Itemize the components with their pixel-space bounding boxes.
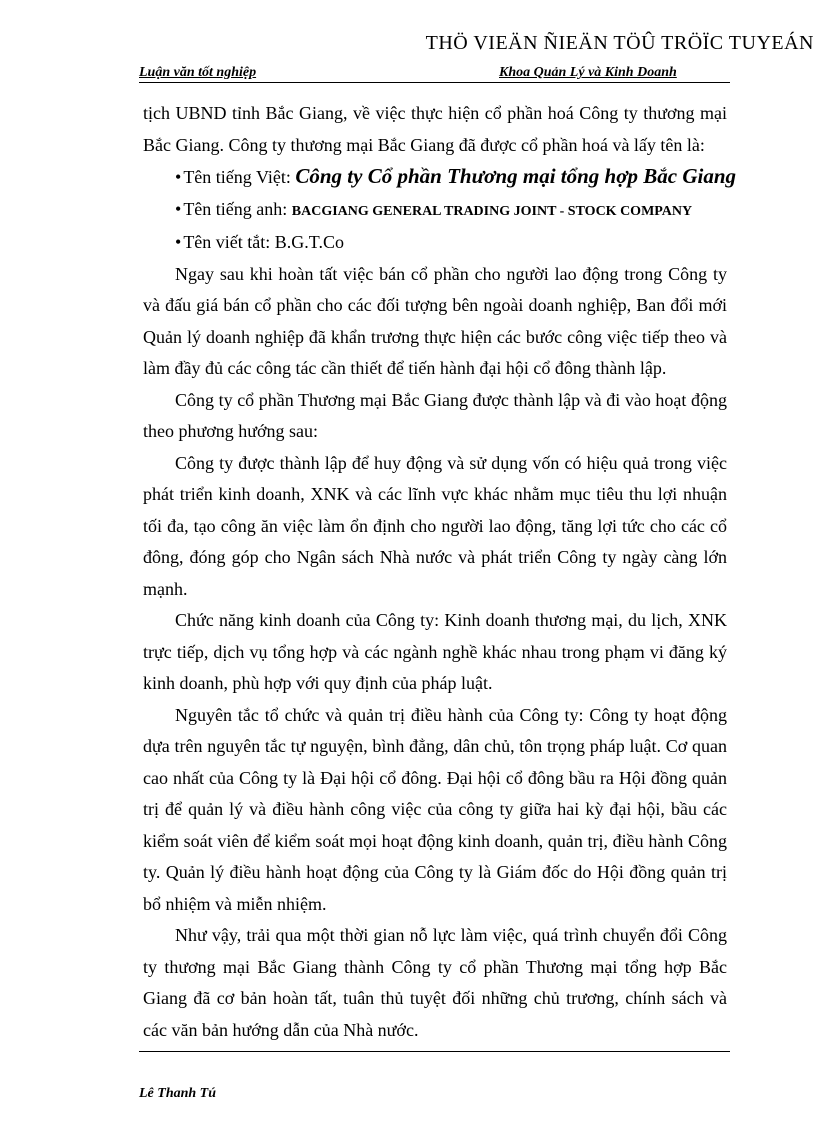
bullet-english-name xyxy=(143,194,727,228)
header-thesis-label: Luận văn tốt nghiệp xyxy=(139,65,257,80)
paragraph: Công ty được thành lập để huy động và sử dụng vốn có hiệu quả trong việc phát triển kinh doanh, XNK và các lĩnh vực khác nhằm mục tiêu thu lợi nhuận tối đa, tạo công ăn việc làm ổn định cho người lao động, tăng lợi tức cho các cổ đông, đóng góp cho Ngân sách Nhà nước và phát triển Công ty ngày càng lớn mạnh. xyxy=(143,452,727,599)
company-name-english: BACGIANG GENERAL TRADING JOINT - STOCK COMPANY xyxy=(291,203,693,219)
paragraph: Như vậy, trải qua một thời gian nỗ lực làm việc, quá trình chuyển đổi Công ty thương mại Bắc Giang thành Công ty cổ phần Thương mại tổng hợp Bắc Giang đã cơ bản hoàn tất, tuân thủ tuyệt đối những chủ trương, chính sách và các văn bản hướng dẫn của Nhà nước. xyxy=(143,925,727,1040)
bullet-vietnamese-name xyxy=(143,161,737,194)
paragraph: Công ty cổ phần Thương mại Bắc Giang được thành lập và đi vào hoạt động theo phương hướng sau: xyxy=(143,389,727,441)
footer-author: Lê Thanh Tú xyxy=(139,1086,217,1101)
paragraph: Ngay sau khi hoàn tất việc bán cổ phần cho người lao động trong Công ty và đấu giá bán cổ phần cho các đối tượng bên ngoài doanh nghiệp, Ban đổi mới Quản lý doanh nghiệp đã khẩn trương thực hiện các bước công việc tiếp theo và làm đầy đủ các công tác cần thiết để tiến hành đại hội cổ đông thành lập. xyxy=(143,263,727,378)
paragraph: Nguyên tắc tổ chức và quản trị điều hành của Công ty: Công ty hoạt động dựa trên nguyên tắc tự nguyện, bình đẳng, dân chủ, tôn trọng pháp luật. Cơ quan cao nhất của Công ty là Đại hội cổ đông. Đại hội cổ đông bầu ra Hội đồng quản trị để quản lý và điều hành công việc của công ty giữa hai kỳ đại hội, bầu các kiểm soát viên để kiểm soát mọi hoạt động kinh doanh, quản trị, điều hành Công ty. Quản lý điều hành hoạt động của Công ty là Giám đốc do Hội đồng quản trị bổ nhiệm và miễn nhiệm. xyxy=(143,704,727,914)
bullet-abbreviation xyxy=(143,227,727,259)
intro-paragraph: tịch UBND tỉnh Bắc Giang, về việc thực hiện cổ phần hoá Công ty thương mại Bắc Giang. Công ty thương mại Bắc Giang đã được cổ phần hoá và lấy tên là: xyxy=(143,103,727,155)
bullet-label: Tên tiếng anh: xyxy=(183,198,292,219)
header-faculty-label: Khoa Quản Lý và Kinh Doanh xyxy=(499,65,677,80)
bullet-label: Tên viết tắt: xyxy=(183,232,275,252)
paragraph: Chức năng kinh doanh của Công ty: Kinh doanh thương mại, du lịch, XNK trực tiếp, dịch vụ tổng hợp và các ngành nghề khác nhau trong phạm vi đăng ký kinh doanh, phù hợp với quy định của pháp luật. xyxy=(143,610,727,693)
bullet-dot: • xyxy=(175,167,182,187)
watermark-text: THÖ VIEÄN ÑIEÄN TÖÛ TRÖÏC TUYEÁN xyxy=(425,32,814,54)
company-abbreviation: B.G.T.Co xyxy=(274,232,344,252)
bullet-dot: • xyxy=(175,232,182,252)
page-header xyxy=(139,64,730,83)
document-body xyxy=(143,98,737,1046)
bullet-label: Tên tiếng Việt: xyxy=(183,167,296,187)
footer-divider xyxy=(139,1051,730,1052)
bullet-dot: • xyxy=(175,198,182,219)
company-name-vietnamese: Công ty Cổ phần Thương mại tổng hợp Bắc Giang xyxy=(295,164,737,188)
